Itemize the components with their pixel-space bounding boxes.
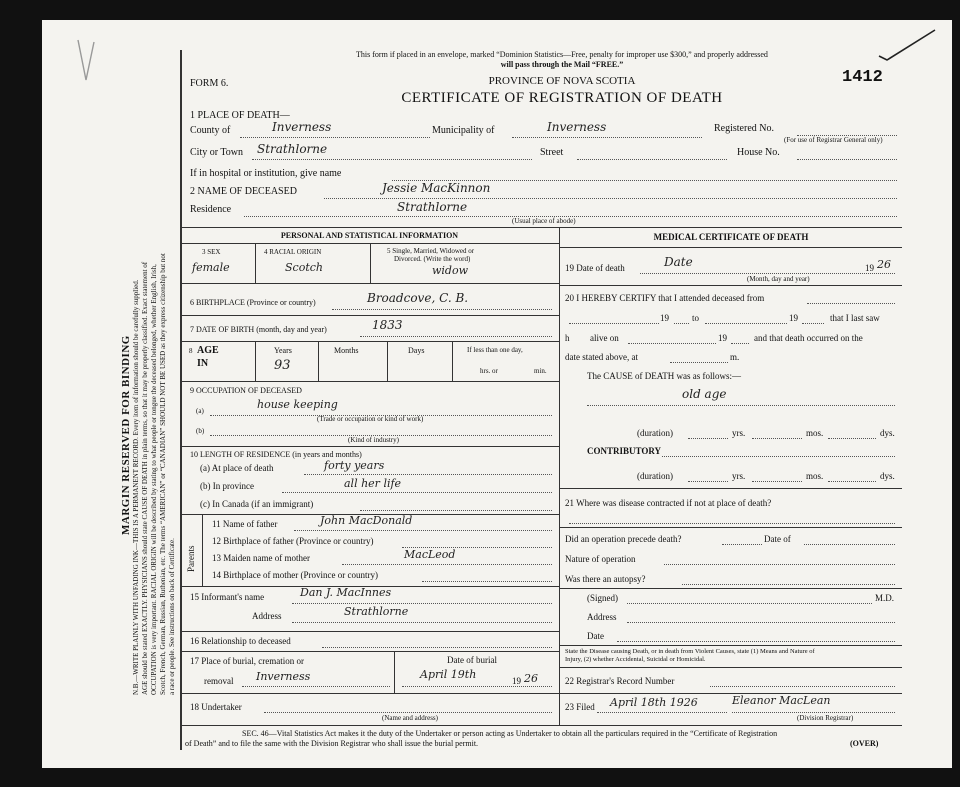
- residence-length-a-label: (a) At place of death: [200, 463, 274, 473]
- rule: [559, 488, 902, 489]
- residence-label: Residence: [190, 204, 232, 215]
- duration-label: (duration): [637, 428, 673, 438]
- residence-length-c-label: (c) In Canada (if an immigrant): [200, 499, 314, 509]
- residence-length-a-value: forty years: [324, 459, 385, 472]
- marital-value: widow: [432, 264, 469, 277]
- mother-maiden-name-line: [342, 564, 552, 565]
- informant-address-line: [292, 622, 552, 623]
- autopsy-label: Was there an autopsy?: [565, 574, 646, 584]
- duration-line: [752, 438, 802, 439]
- race-label: 4 RACIAL ORIGIN: [264, 248, 322, 256]
- relationship-line: [322, 647, 552, 648]
- table-center-divider: [559, 227, 560, 725]
- form-number: FORM 6.: [190, 78, 229, 89]
- burial-year-value: 26: [524, 672, 538, 685]
- deceased-name-line: [324, 198, 897, 199]
- duration-years: yrs.: [732, 428, 746, 438]
- county-line: [240, 137, 430, 138]
- residence-length-b-label: (b) In province: [200, 481, 254, 491]
- personal-heading: PERSONAL AND STATISTICAL INFORMATION: [280, 231, 459, 240]
- violent-causes-note: State the Disease causing Death, or in death from Violent Causes, state (1) Means and Nature of: [565, 648, 815, 655]
- rule: [180, 446, 559, 447]
- death-date-note: (Month, day and year): [747, 275, 810, 283]
- sex-label: 3 SEX: [202, 248, 221, 256]
- death-date-value: Date: [664, 255, 693, 269]
- occupation-b-marker: (b): [196, 427, 205, 435]
- medical-heading: MEDICAL CERTIFICATE OF DEATH: [653, 232, 809, 242]
- certify-line: [628, 343, 716, 344]
- mother-maiden-name-label: 13 Maiden name of mother: [212, 553, 310, 563]
- death-date-label: 19 Date of death: [565, 263, 625, 273]
- certify-line: [569, 323, 659, 324]
- certify-m: m.: [730, 352, 740, 362]
- filed-label: 23 Filed: [565, 702, 595, 712]
- mother-birthplace-label: 14 Birthplace of mother (Province or country): [212, 570, 378, 580]
- top-notice: will pass through the Mail “FREE.”: [500, 60, 624, 69]
- footer-statute: SEC. 46—Vital Statistics Act makes it the duty of the Undertaker or person acting as Undertaker to obtain all the particulars required in the “Certificate of Registration: [242, 729, 778, 738]
- contributory-line: [662, 456, 895, 457]
- age-hours-label: hrs. or: [480, 367, 498, 375]
- certify-last-saw: that I last saw: [830, 313, 880, 323]
- operation-label: Did an operation precede death?: [565, 534, 682, 544]
- rule: [255, 243, 256, 283]
- burial-date-line: [402, 686, 552, 687]
- rule: [559, 693, 902, 694]
- rule: [180, 693, 559, 694]
- race-value: Scotch: [285, 261, 323, 274]
- operation-nature-line: [664, 564, 895, 565]
- registrar-note: (For use of Registrar General only): [784, 136, 883, 144]
- duration-line: [828, 481, 876, 482]
- rule: [370, 243, 371, 283]
- rule: [318, 341, 319, 381]
- rule: [255, 341, 256, 381]
- marital-label: Divorced. (Write the word): [394, 255, 471, 263]
- signed-line: [627, 603, 872, 604]
- death-date-line: [640, 273, 895, 274]
- certify-alive-on: alive on: [590, 333, 619, 343]
- municipality-value: Inverness: [547, 120, 607, 134]
- operation-date-label: Date of: [764, 534, 791, 544]
- top-notice: This form if placed in an envelope, marked “Dominion Statistics—Free, penalty for improper use $300,” and properly addressed: [356, 50, 768, 59]
- rule: [180, 283, 559, 284]
- burial-place-label: 17 Place of burial, cremation or: [190, 656, 304, 666]
- certify-death-occurred: and that death occurred on the: [754, 333, 863, 343]
- certify-line: [807, 303, 895, 304]
- burial-year-prefix: 19: [512, 676, 521, 686]
- duration-months: mos.: [806, 471, 824, 481]
- footer-statute: of Death” and to file the same with the Division Registrar who shall issue the burial permit.: [185, 739, 479, 748]
- certify-year: 19: [718, 333, 727, 343]
- certify-year: 19: [660, 313, 669, 323]
- contributory-label: CONTRIBUTORY: [587, 446, 662, 456]
- undertaker-note: (Name and address): [382, 714, 438, 722]
- relationship-label: 16 Relationship to deceased: [190, 636, 291, 646]
- form-left-border: [180, 50, 182, 750]
- binding-margin-label: MARGIN RESERVED FOR BINDING: [120, 335, 132, 535]
- operation-date-line: [804, 544, 895, 545]
- pencil-mark-icon: [75, 36, 97, 86]
- mother-maiden-name-value: MacLeod: [404, 548, 456, 561]
- informant-address-label: Address: [252, 611, 282, 621]
- operation-nature-label: Nature of operation: [565, 554, 636, 564]
- certify-line: [802, 323, 824, 324]
- registered-number-label: Registered No.: [714, 123, 774, 134]
- physician-address-line: [627, 622, 895, 623]
- parents-side-label: Parents: [186, 545, 196, 572]
- duration-years: yrs.: [732, 471, 746, 481]
- informant-address-value: Strathlorne: [344, 605, 409, 618]
- death-year-prefix: 19: [865, 263, 874, 273]
- margin-instruction: N.B.—WRITE PLAINLY WITH UNFADING INK—THIS IS A PERMANENT RECORD. Every item of information should be carefully supplied.: [132, 279, 140, 695]
- rule: [387, 341, 388, 381]
- death-year-value: 26: [877, 258, 891, 271]
- signed-label: (Signed): [587, 593, 618, 603]
- rule: [394, 651, 395, 693]
- burial-place-value: Inverness: [256, 670, 311, 683]
- violent-causes-note: Injury, (2) whether Accidental, Suicidal or Homicidal.: [565, 656, 706, 663]
- rule: [180, 315, 559, 316]
- rule: [452, 341, 453, 381]
- duration-months: mos.: [806, 428, 824, 438]
- age-less-than-day-label: If less than one day,: [467, 346, 523, 354]
- rule: [180, 651, 559, 652]
- duration-line: [752, 481, 802, 482]
- father-name-line: [294, 530, 552, 531]
- death-certificate: [42, 20, 952, 768]
- father-birthplace-label: 12 Birthplace of father (Province or country): [212, 536, 374, 546]
- occupation-label: 9 OCCUPATION OF DECEASED: [190, 386, 302, 395]
- informant-name-line: [292, 603, 552, 604]
- rule: [180, 341, 559, 342]
- house-number-line: [797, 159, 897, 160]
- dob-line: [360, 336, 552, 337]
- registrar-signature-line: [732, 712, 895, 713]
- certify-year: 19: [789, 313, 798, 323]
- certify-line: [731, 343, 749, 344]
- check-mark-icon: [877, 26, 937, 62]
- residence-length-b-value: all her life: [344, 477, 402, 490]
- city-line: [252, 159, 532, 160]
- sex-value: female: [192, 261, 230, 274]
- burial-date-label: Date of burial: [447, 655, 497, 665]
- occupation-b-note: (Kind of industry): [348, 436, 399, 444]
- municipality-label: Municipality of: [432, 125, 495, 136]
- certify-h: h: [565, 333, 570, 343]
- certify-line: [705, 323, 787, 324]
- division-registrar-note: (Division Registrar): [797, 714, 854, 722]
- rule: [559, 247, 902, 248]
- duration-line: [688, 481, 728, 482]
- deceased-name-value: Jessie MacKinnon: [382, 181, 491, 195]
- autopsy-line: [682, 584, 895, 585]
- informant-name-label: 15 Informant's name: [190, 592, 265, 602]
- rule: [559, 527, 902, 528]
- age-months-label: Months: [334, 346, 359, 355]
- city-value: Strathlorne: [257, 142, 328, 156]
- operation-line: [722, 544, 762, 545]
- undertaker-line: [264, 712, 552, 713]
- dob-label: 7 DATE OF BIRTH (month, day and year): [190, 325, 327, 334]
- cause-line: [587, 405, 895, 406]
- cause-of-death-label: The CAUSE of DEATH was as follows:—: [587, 371, 741, 381]
- table-top-rule: [180, 227, 902, 228]
- rule: [180, 381, 559, 382]
- marital-label: 5 Single, Married, Widowed or: [387, 247, 475, 255]
- rule: [202, 514, 203, 586]
- rule: [559, 285, 902, 286]
- deceased-name-label: 2 NAME OF DECEASED: [190, 186, 297, 197]
- filed-date-value: April 18th 1926: [610, 696, 698, 709]
- county-label: County of: [190, 125, 231, 136]
- margin-instruction: a race or people. See instructions on back of Certificate.: [168, 538, 176, 695]
- disease-contracted-label: 21 Where was disease contracted if not at place of death?: [565, 498, 772, 508]
- certify-date-stated: date stated above, at: [565, 352, 638, 362]
- certify-to: to: [692, 313, 700, 323]
- residence-value: Strathlorne: [397, 200, 468, 214]
- burial-place-label: removal: [204, 676, 234, 686]
- residence-note: (Usual place of abode): [512, 217, 576, 225]
- place-of-death-heading: 1 PLACE OF DEATH—: [190, 110, 290, 121]
- filed-line: [597, 712, 727, 713]
- rule: [559, 588, 902, 589]
- dob-value: 1833: [372, 318, 403, 332]
- birthplace-label: 6 BIRTHPLACE (Province or country): [190, 298, 316, 307]
- duration-line: [688, 438, 728, 439]
- physician-date-label: Date: [587, 631, 604, 641]
- certify-line: [670, 362, 728, 363]
- md-label: M.D.: [875, 593, 895, 603]
- father-name-label: 11 Name of father: [212, 519, 278, 529]
- age-label: AGE: [197, 345, 219, 356]
- page-title: CERTIFICATE OF REGISTRATION OF DEATH: [401, 90, 723, 106]
- rule: [559, 667, 902, 668]
- city-label: City or Town: [190, 147, 244, 158]
- certify-line: [674, 323, 689, 324]
- occupation-a-value: house keeping: [257, 398, 338, 411]
- occupation-a-note: (Trade or occupation or kind of work): [317, 415, 424, 423]
- age-years-label: Years: [274, 346, 292, 355]
- residence-length-c-line: [360, 510, 552, 511]
- physician-date-line: [617, 641, 895, 642]
- table-bottom-rule: [180, 725, 902, 726]
- birthplace-line: [332, 309, 552, 310]
- registrar-signature: Eleanor MacLean: [732, 694, 831, 707]
- occupation-a-marker: (a): [196, 407, 204, 415]
- residence-length-b-line: [282, 492, 552, 493]
- informant-name-value: Dan J. MacInnes: [300, 586, 392, 599]
- rule: [180, 631, 559, 632]
- birthplace-value: Broadcove, C. B.: [367, 291, 469, 305]
- duration-days: dys.: [880, 428, 895, 438]
- burial-place-line: [242, 686, 390, 687]
- cause-of-death-value: old age: [682, 387, 727, 401]
- margin-instruction: AGE should be stated EXACTLY. PHYSICIANS should state CAUSE OF DEATH in plain terms, so that it may be properly classified. Exact statement of: [141, 261, 149, 695]
- certify-statement: 20 I HEREBY CERTIFY that I attended deceased from: [565, 293, 765, 303]
- duration-label: (duration): [637, 471, 673, 481]
- margin-instruction: OCCUPATION is very important. RACIAL ORIGIN will be described by stating to what people or tongue the deceased belonged, whether English, Irish,: [150, 264, 158, 695]
- house-number-label: House No.: [737, 147, 780, 158]
- residence-length-label: 10 LENGTH OF RESIDENCE (in years and months): [190, 450, 362, 459]
- margin-instruction: Scotch, French, German, Russian, Ruthenian, etc. The terms “AMERICAN” or “CANADIAN” SHOULD NOT BE USED as they express citizenship but not: [159, 253, 167, 695]
- age-minutes-label: min.: [534, 367, 547, 375]
- province-name: PROVINCE OF NOVA SCOTIA: [488, 75, 636, 87]
- age-days-label: Days: [408, 346, 425, 355]
- age-in-label: IN: [197, 358, 209, 369]
- burial-date-value: April 19th: [420, 668, 477, 681]
- certificate-number: 1412: [842, 68, 883, 87]
- over-indicator: (OVER): [850, 739, 879, 748]
- duration-line: [828, 438, 876, 439]
- residence-length-a-line: [304, 474, 552, 475]
- street-label: Street: [540, 147, 564, 158]
- rule: [559, 645, 902, 646]
- street-line: [577, 159, 727, 160]
- age-number: 8: [189, 347, 193, 355]
- municipality-line: [512, 137, 702, 138]
- undertaker-label: 18 Undertaker: [190, 702, 242, 712]
- county-value: Inverness: [272, 120, 332, 134]
- physician-address-label: Address: [587, 612, 617, 622]
- hospital-label: If in hospital or institution, give name: [190, 168, 342, 179]
- duration-days: dys.: [880, 471, 895, 481]
- mother-birthplace-line: [422, 581, 552, 582]
- registrar-record-line: [710, 686, 895, 687]
- father-name-value: John MacDonald: [320, 514, 413, 527]
- disease-contracted-line: [569, 523, 895, 524]
- registrar-record-label: 22 Registrar's Record Number: [565, 676, 675, 686]
- age-years-value: 93: [274, 358, 291, 373]
